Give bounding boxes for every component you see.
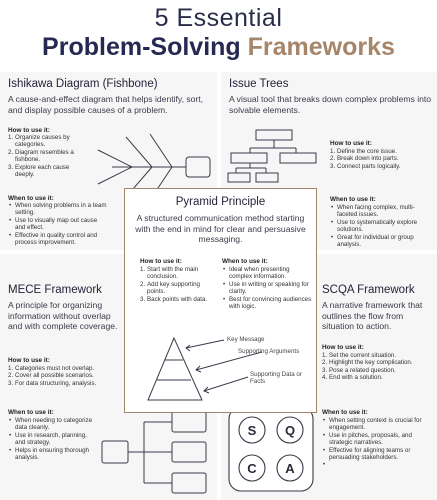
page-title-line1: 5 Essential [154, 4, 283, 32]
scqa-when-label: When to use it: [322, 409, 368, 416]
list-item: 3. Connect parts logically. [330, 162, 401, 170]
scqa-how-label: How to use it: [322, 344, 364, 351]
list-item: • When facing complex, multi-faceted issues. [330, 204, 422, 219]
list-item: • When setting context is crucial for engagement. [322, 417, 430, 432]
list-item: 1. Organize causes by categories. [8, 134, 70, 149]
ishikawa-when-label: When to use it: [8, 195, 54, 202]
list-item: 2. Cover all possible scenarios. [8, 372, 94, 380]
issue-trees-heading: Issue Trees [229, 78, 289, 90]
mece-how-list [8, 365, 128, 387]
list-item: 1. Start with the main conclusion. [140, 266, 199, 281]
mece-heading: MECE Framework [8, 284, 102, 296]
list-item: • Use in research, planning, and strategy. [8, 432, 98, 447]
issue-tree-diagram [228, 128, 328, 188]
annotation-supporting-arguments: Supporting Arguments [238, 348, 300, 355]
list-item: • Use in writing or speaking for clarity. [222, 281, 312, 296]
list-item: • Use to systematically explore solutions. [330, 219, 422, 234]
list-item: 4. End with a solution. [322, 374, 383, 382]
ishikawa-how-label: How to use it: [8, 127, 50, 134]
list-item: • Ideal when presenting complex information. [222, 266, 312, 281]
list-item: • Use to visually map out cause and effect. [8, 217, 108, 232]
issue-trees-when-label: When to use it: [330, 196, 376, 203]
scqa-diagram [228, 406, 318, 492]
mece-description: A principle for organizing information without overlap and with complete coverage. [8, 300, 118, 331]
mece-how-label: How to use it: [8, 357, 50, 364]
scqa-letter-c: C [247, 461, 257, 476]
issue-trees-how-label: How to use it: [330, 140, 372, 147]
scqa-letter-q: Q [284, 423, 296, 438]
annotation-supporting-data: Supporting Data or Facts [250, 371, 302, 386]
list-item: • Effective for aligning teams or persuading stakeholders. [322, 447, 430, 462]
pyramid-when-list [222, 266, 312, 310]
list-item: 2. Break down into parts. [330, 155, 399, 163]
mece-diagram [100, 408, 220, 498]
title-word-problem-solving: Problem-Solving [42, 33, 241, 61]
list-item: • Use in pitches, proposals, and strategic narratives. [322, 432, 430, 447]
list-item: 1. Categories must not overlap. [8, 365, 95, 372]
ishikawa-description: A cause-and-effect diagram that helps identify, sort, and display possible causes of a problem. [8, 94, 204, 115]
scqa-letter-s: S [247, 423, 257, 438]
scqa-letter-a: A [285, 461, 295, 476]
list-item: • When solving problems in a team setting. [8, 202, 108, 217]
pyramid-heading: Pyramid Principle [175, 196, 266, 208]
title-word-frameworks: Frameworks [247, 33, 395, 61]
list-item: 2. Diagram resembles a fishbone. [8, 148, 74, 164]
list-item: 2. Highlight the key complication. [322, 359, 413, 367]
pyramid-how-label: How to use it: [140, 258, 182, 265]
page-title-line2 [0, 33, 437, 62]
ishikawa-heading: Ishikawa Diagram (Fishbone) [8, 78, 158, 90]
list-item: • When needing to categorize data cleanly. [8, 417, 98, 432]
annotation-key-message: Key Message [227, 336, 265, 343]
list-item: 2. Add key supporting points. [140, 280, 200, 296]
list-item: 3. Back points with data. [140, 295, 208, 303]
pyramid-when-label: When to use it: [222, 258, 268, 265]
scqa-description: A narrative framework that outlines the flow from situation to action. [322, 300, 423, 331]
issue-trees-when-list [330, 204, 422, 248]
list-item: • Great for individual or group analysis. [330, 234, 422, 249]
pyramid-description: A structured communication method starting with the end in mind for clear and persuasive messaging. [135, 213, 306, 244]
list-item: 1. Set the current situation. [322, 352, 397, 359]
scqa-how-list [322, 352, 430, 382]
mece-when-list [8, 417, 98, 461]
list-item: 3. Explore each cause deeply. [8, 163, 70, 179]
scqa-heading: SCQA Framework [322, 284, 415, 296]
pyramid-how-list [140, 266, 212, 303]
list-item: • Effective in quality control and process improvement. [8, 232, 108, 247]
list-item: 1. Define the core issue. [330, 148, 397, 155]
list-item: • Best for convincing audiences with logic. [222, 296, 312, 311]
issue-trees-description: A visual tool that breaks down complex problems into solvable elements. [229, 94, 432, 115]
mece-when-label: When to use it: [8, 409, 54, 416]
list-item: 3. For data structuring, analysis. [8, 379, 97, 387]
issue-trees-how-list [330, 148, 434, 170]
list-item: • Helps in ensuring thorough analysis. [8, 447, 98, 462]
scqa-when-list [322, 417, 430, 461]
list-item: 3. Pose a related question. [322, 366, 396, 374]
